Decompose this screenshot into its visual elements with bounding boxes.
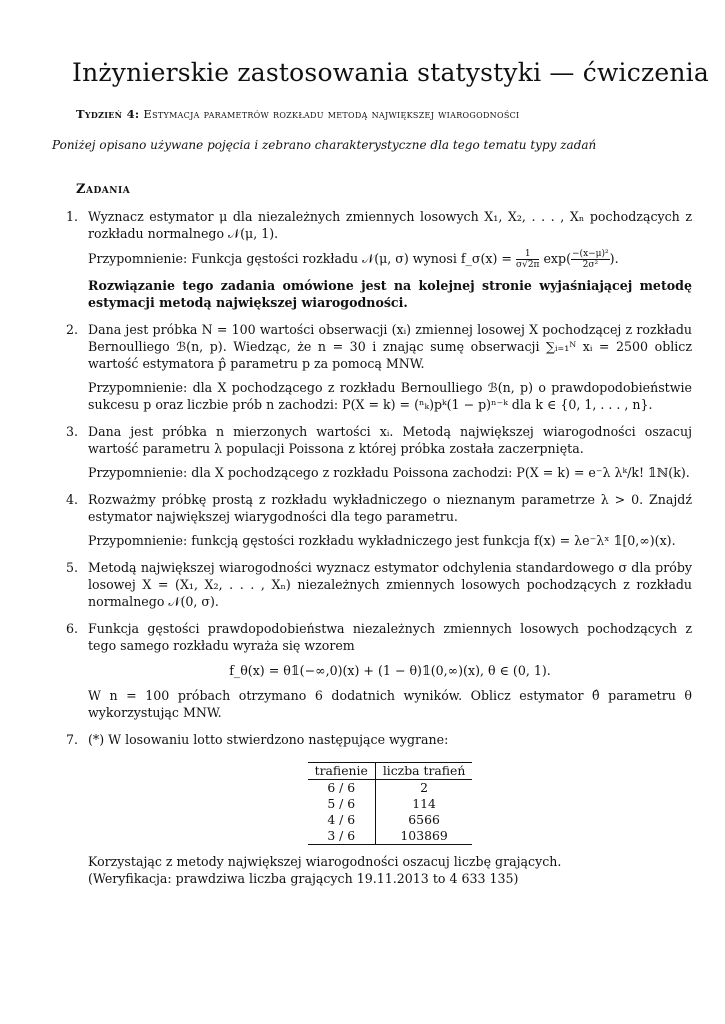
intro-text: Poniżej opisano używane pojęcia i zebrano charakterystyczne dla tego tematu typy zadań bbox=[52, 138, 597, 152]
task-1 bbox=[66, 208, 692, 311]
task-number: 4. bbox=[66, 492, 79, 507]
task-text: Dana jest próbka N = 100 wartości obserwacji (xᵢ) zmiennej losowej X pochodzącej z rozkładu Bernoulliego ℬ(n, p). Wiedząc, że n = 30 i znając sumę obserwacji ∑ᵢ₌₁ᴺ xᵢ = 2500 oblicz wartość estymatora p̂ parametru p za pomocą MNW. bbox=[88, 322, 692, 371]
task-number: 7. bbox=[66, 732, 79, 747]
hint-text: Przypomnienie: Funkcja gęstości rozkładu 𝒩(μ, σ) wynosi f_σ(x) = bbox=[88, 251, 516, 266]
table-cell: 6566 bbox=[408, 812, 440, 827]
table-header: trafienie bbox=[308, 763, 376, 780]
frac-num: 1 bbox=[516, 249, 540, 260]
table-row bbox=[308, 812, 473, 828]
task-number: 2. bbox=[66, 322, 79, 337]
task-hint: Przypomnienie: dla X pochodzącego z rozkładu Poissona zachodzi: P(X = k) = e⁻λ λᵏ/k! 𝟙ℕ(k). bbox=[88, 465, 690, 480]
frac-den: 2σ² bbox=[582, 260, 599, 270]
task-number: 1. bbox=[66, 209, 79, 224]
table-cell: 5 / 6 bbox=[308, 796, 376, 812]
lotto-table bbox=[308, 762, 473, 845]
density-formula: f_θ(x) = θ𝟙(−∞,0)(x) + (1 − θ)𝟙(0,∞)(x), θ ∈ (0, 1). bbox=[229, 663, 551, 678]
task-3 bbox=[66, 423, 692, 481]
task-text-after: Korzystając z metody największej wiarogodności oszacuj liczbę grających. bbox=[88, 854, 562, 869]
task-hint: Przypomnienie: funkcją gęstości rozkładu wykładniczego jest funkcja f(x) = λe⁻λˣ 𝟙[0,∞)(x). bbox=[88, 533, 676, 548]
task-hint bbox=[88, 249, 692, 270]
task-text: (*) W losowaniu lotto stwierdzono następujące wygrane: bbox=[88, 732, 449, 747]
task-hint: Przypomnienie: dla X pochodzącego z rozkładu Bernoulliego ℬ(n, p) o prawdopodobieństwie sukcesu p oraz liczbie prób n zachodzi: P(X = k) = (ⁿₖ)pᵏ(1 − p)ⁿ⁻ᵏ dla k ∈ {0, 1, . . . , n}. bbox=[88, 380, 692, 412]
task-text: Metodą największej wiarogodności wyznacz estymator odchylenia standardowego σ dla próby losowej X = (X₁, X₂, . . . , Xₙ) niezależnych zmiennych losowych pochodzących z rozkładu normalnego 𝒩(0, σ). bbox=[88, 560, 692, 609]
task-text-after: W n = 100 próbach otrzymano 6 dodatnich wyników. Oblicz estymator θ̂ parametru θ wykorzystując MNW. bbox=[88, 688, 692, 720]
table-header: liczba trafień bbox=[382, 763, 466, 778]
fraction bbox=[571, 249, 610, 270]
task-7 bbox=[66, 731, 692, 887]
task-text: Dana jest próbka n mierzonych wartości xᵢ. Metodą największej wiarogodności oszacuj wartość parametru λ populacji Poissona z której próbka została zaczerpnięta. bbox=[88, 424, 692, 456]
task-text: Rozważmy próbkę prostą z rozkładu wykładniczego o nieznanym parametrze λ > 0. Znajdź estymator największej wiarygodności dla tego parametru. bbox=[88, 492, 692, 524]
table-cell: 103869 bbox=[400, 828, 448, 843]
task-number: 6. bbox=[66, 621, 79, 636]
week-heading bbox=[76, 107, 519, 121]
task-text: Wyznacz estymator μ dla niezależnych zmiennych losowych X₁, X₂, . . . , Xₙ pochodzących z rozkładu normalnego 𝒩(μ, 1). bbox=[88, 209, 692, 241]
table-cell: 3 / 6 bbox=[308, 828, 376, 845]
section-title: Zadania bbox=[76, 182, 131, 197]
fraction bbox=[516, 249, 540, 270]
hint-exp: exp( bbox=[543, 251, 572, 266]
task-5 bbox=[66, 559, 692, 610]
table-cell: 6 / 6 bbox=[308, 780, 376, 797]
task-2 bbox=[66, 321, 692, 413]
table-row bbox=[308, 780, 473, 797]
table-cell: 4 / 6 bbox=[308, 812, 376, 828]
task-number: 3. bbox=[66, 424, 79, 439]
task-4 bbox=[66, 491, 692, 549]
week-topic: Estymacja parametrów rozkładu metodą największej wiarogodności bbox=[143, 107, 520, 121]
hint-end: ). bbox=[609, 251, 619, 266]
table-cell: 2 bbox=[420, 780, 429, 795]
task-note: Rozwiązanie tego zadania omówione jest na kolejnej stronie wyjaśniającej metodę estymacji metodą największej wiarogodności. bbox=[88, 278, 692, 310]
verification-text: (Weryfikacja: prawdziwa liczba grających 19.11.2013 to 4 633 135) bbox=[88, 871, 519, 886]
page-title: Inżynierskie zastosowania statystyki — ćwiczenia bbox=[72, 58, 709, 87]
table-header-row bbox=[308, 763, 473, 780]
week-label: Tydzień 4: bbox=[76, 107, 140, 121]
task-list bbox=[66, 208, 692, 897]
task-number: 5. bbox=[66, 560, 79, 575]
task-text: Funkcja gęstości prawdopodobieństwa niezależnych zmiennych losowych pochodzących z tego samego rozkładu wyraża się wzorem bbox=[88, 621, 692, 653]
table-row bbox=[308, 796, 473, 812]
frac-num: −(x−μ)² bbox=[572, 249, 609, 259]
task-6 bbox=[66, 620, 692, 721]
table-cell: 114 bbox=[412, 796, 436, 811]
table-row bbox=[308, 828, 473, 845]
frac-den: σ√2π bbox=[515, 260, 540, 270]
